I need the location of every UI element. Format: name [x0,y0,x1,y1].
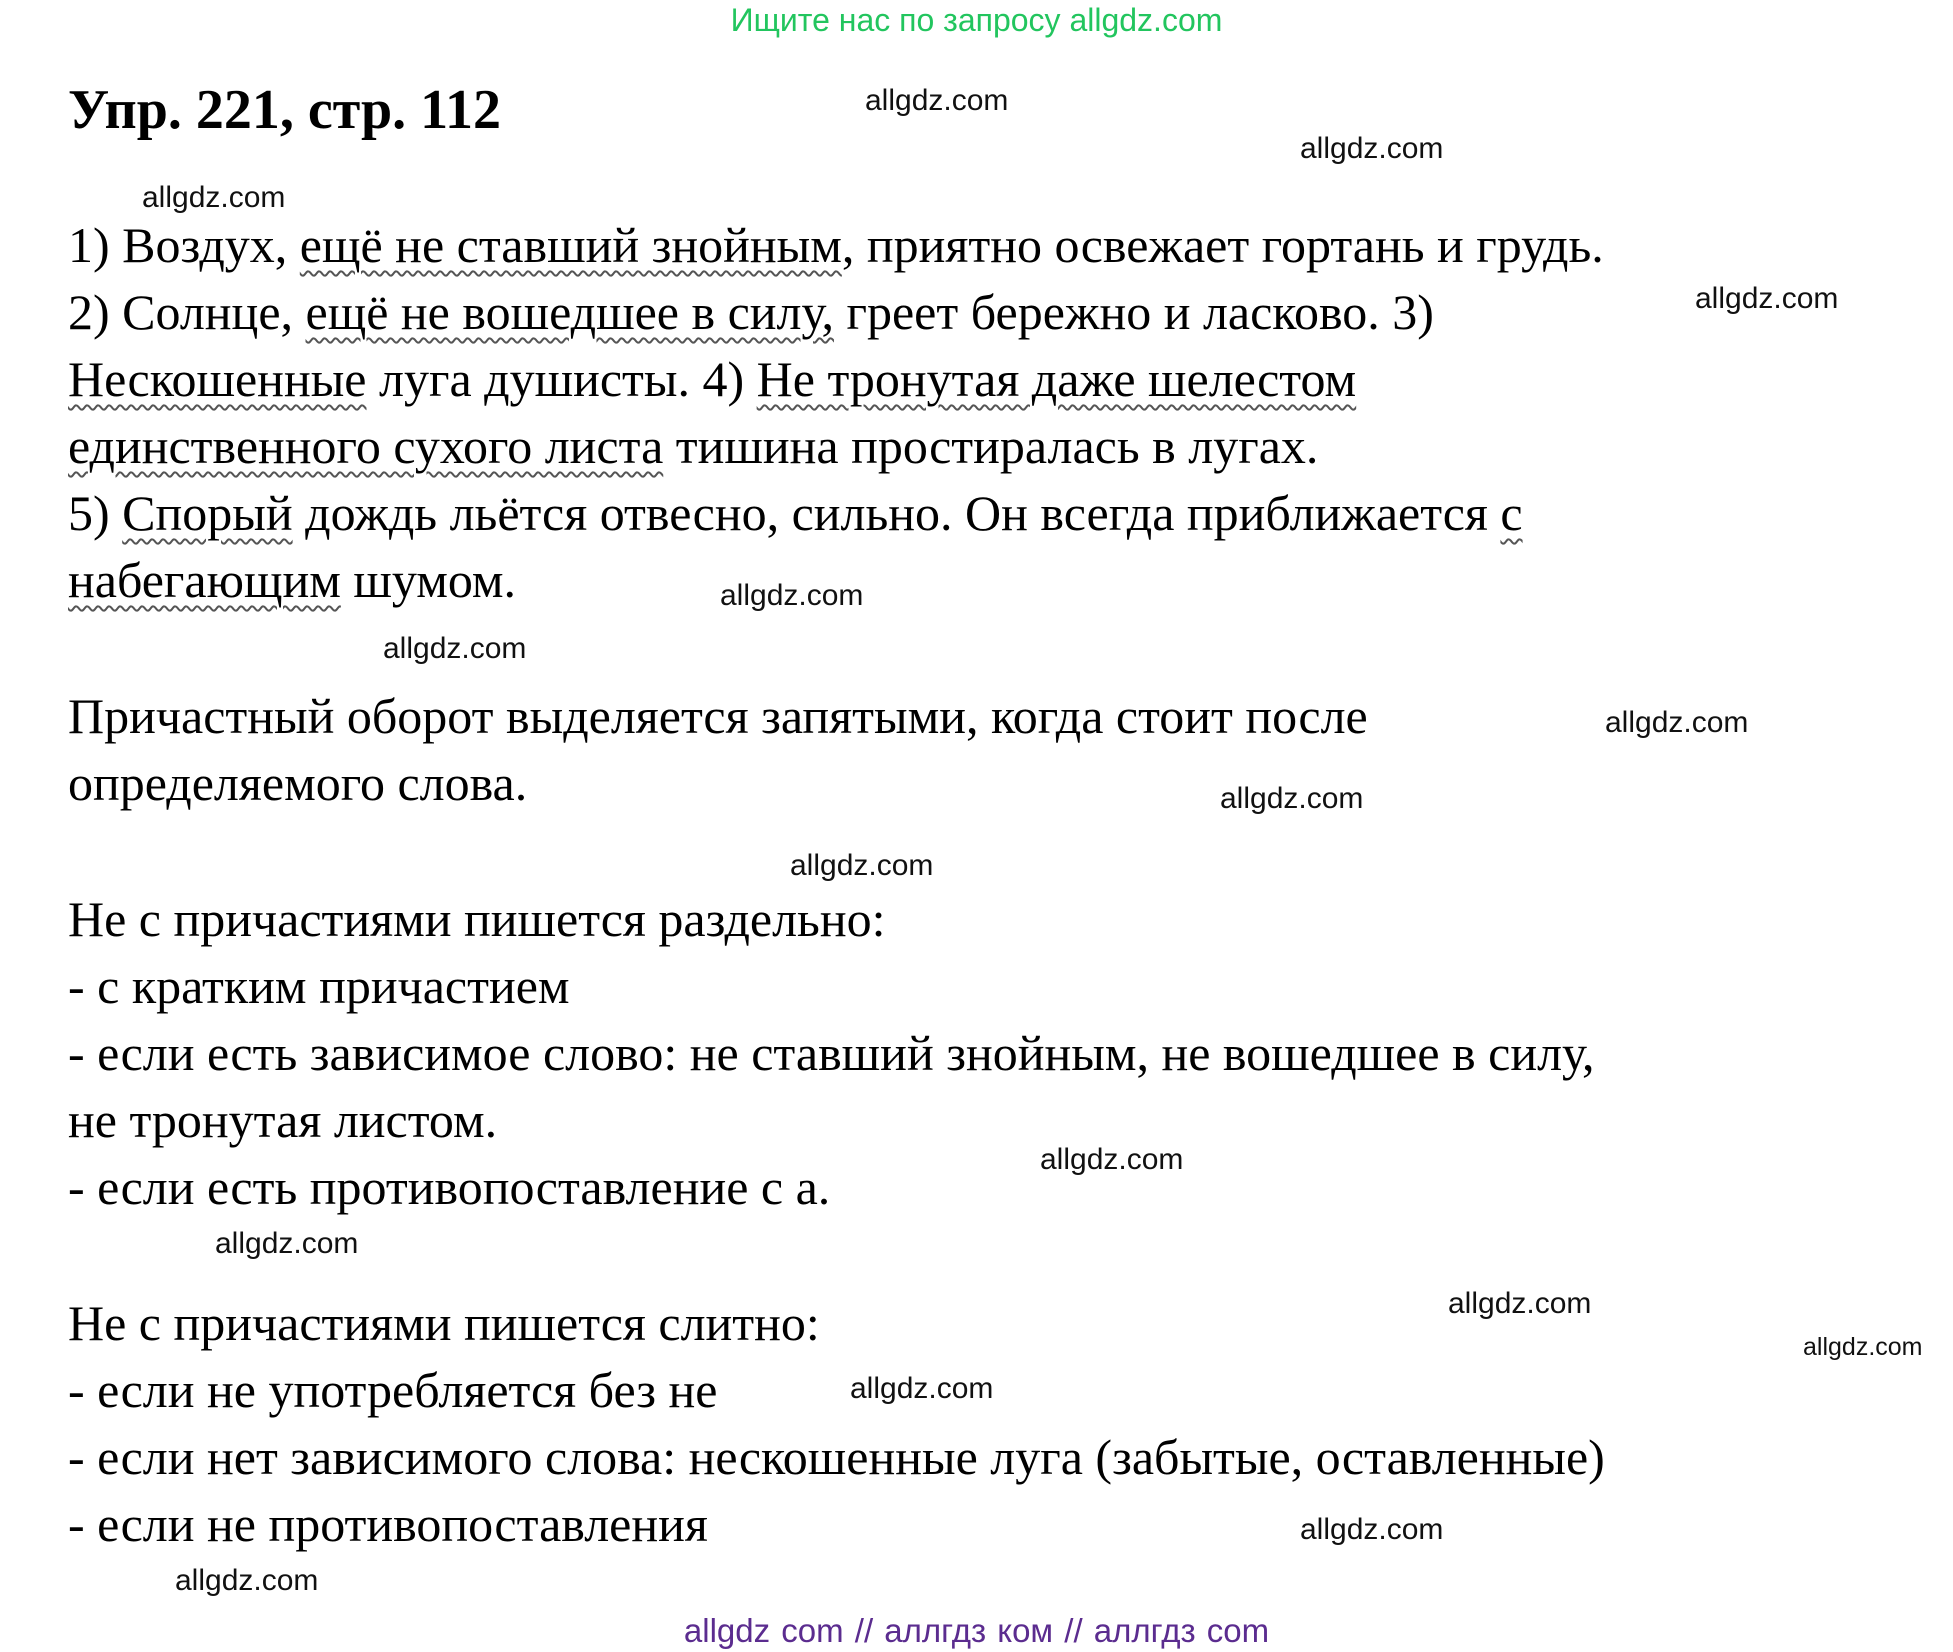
sentence-line-4 [68,413,1318,480]
watermark: allgdz.com [142,181,286,214]
participle-word: Нескошенные [68,351,367,407]
sentence-line-2 [68,279,1434,346]
rule-commas-line-2: определяемого слова. [68,755,528,811]
watermark: allgdz.com [1220,782,1364,815]
sentence-line-5 [68,480,1523,547]
sentence-number: 5) [68,485,110,541]
rule-commas-line-1: Причастный оборот выделяется запятыми, когда стоит после [68,688,1368,744]
sentence-line-1 [68,212,1604,279]
rule-joined-item: - если не противопоставления [68,1496,708,1552]
watermark: allgdz.com [215,1227,359,1260]
watermark: allgdz.com [1300,1513,1444,1546]
footer-links[interactable]: allgdz com // аллгдз ком // аллгдз com [683,1612,1270,1649]
participle-phrase: ещё не вошедшее в силу, [305,284,834,340]
sentence-text: шумом. [353,552,517,608]
watermark: allgdz.com [720,579,864,612]
watermark: allgdz.com [850,1372,994,1405]
sentence-text: греет бережно и ласково. 3) [846,284,1434,340]
rule-joined-title: Не с причастиями пишется слитно: [68,1295,820,1351]
watermark: allgdz.com [865,84,1009,117]
rule-separate-title: Не с причастиями пишется раздельно: [68,891,886,947]
rule-separate-item: - с кратким причастием [68,958,570,1014]
adjective-word: Спорый [122,485,293,541]
watermark: allgdz.com [383,632,527,665]
preposition-word: с [1500,485,1523,541]
watermark: allgdz.com [1300,132,1444,165]
exercise-title: Упр. 221, стр. 112 [68,79,502,141]
watermark: allgdz.com [1040,1143,1184,1176]
watermark: allgdz.com [1448,1287,1592,1320]
top-banner[interactable]: Ищите нас по запросу allgdz.com [730,2,1223,38]
sentence-number: 2) [68,284,110,340]
sentence-word: Воздух, [122,217,288,273]
rule-separate-item: не тронутая листом. [68,1092,498,1148]
watermark: allgdz.com [790,849,934,882]
sentence-line-3 [68,346,1356,413]
sentence-text: дождь льётся отвесно, сильно. Он всегда приближается [305,485,1488,541]
sentence-text: тишина простиралась в лугах. [675,418,1319,474]
participle-phrase: Не тронутая даже шелестом [756,351,1357,407]
rule-joined-item: - если нет зависимого слова: нескошенные луга (забытые, оставленные) [68,1429,1605,1485]
participle-word: набегающим [68,552,341,608]
rule-separate-item: - если есть противопоставление с а. [68,1159,831,1215]
watermark: allgdz.com [1803,1333,1923,1361]
rule-separate-item: - если есть зависимое слово: не ставший знойным, не вошедшее в силу, [68,1025,1595,1081]
sentence-line-6 [68,547,516,614]
sentence-number: 1) [68,217,110,273]
sentence-text: , приятно освежает гортань и грудь. [841,217,1604,273]
watermark: allgdz.com [1605,706,1749,739]
rule-joined-item: - если не употребляется без не [68,1362,718,1418]
watermark: allgdz.com [175,1564,319,1597]
participle-phrase: единственного сухого листа [68,418,664,474]
sentence-text: луга душисты. 4) [379,351,745,407]
participle-phrase: ещё не ставший знойным [299,217,842,273]
sentence-word: Солнце, [122,284,294,340]
watermark: allgdz.com [1695,282,1839,315]
